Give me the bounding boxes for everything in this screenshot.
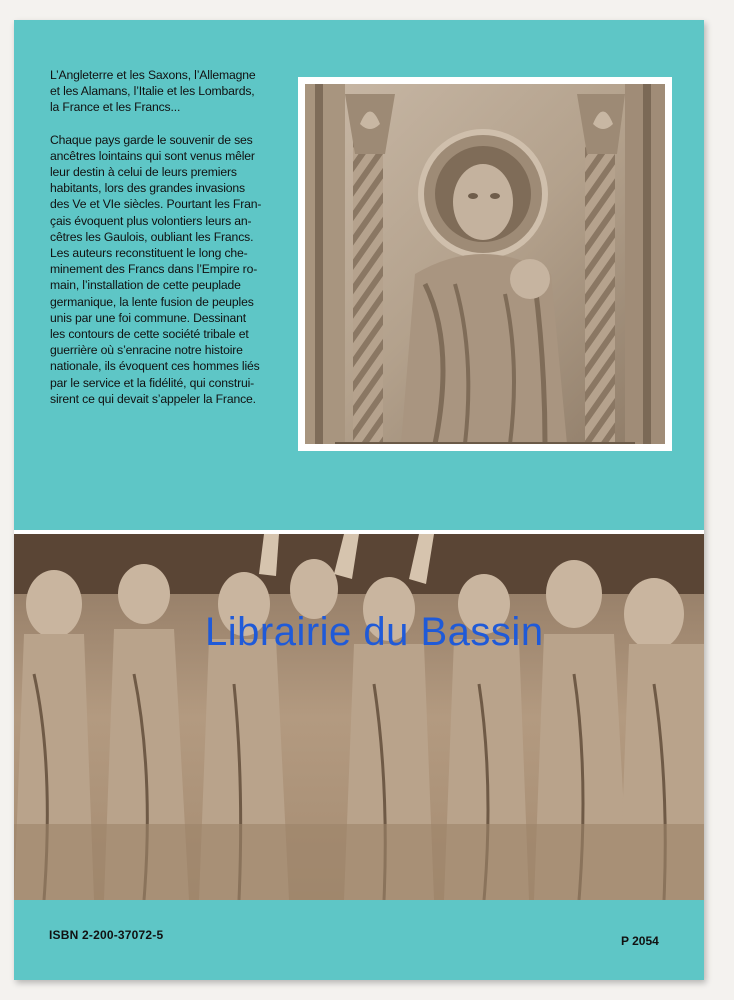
stone-carving-figure xyxy=(305,84,665,444)
blurb-line: des Ve et VIe siècles. Pourtant les Fran- xyxy=(50,197,262,212)
blurb-line: cêtres les Gaulois, oubliant les Francs. xyxy=(50,229,254,244)
isbn-number: ISBN 2-200-37072-5 xyxy=(49,928,164,942)
blurb-text xyxy=(50,67,292,423)
blurb-line: çais évoquent plus volontiers leurs an- xyxy=(50,213,252,228)
blurb-line: unis par une foi commune. Dessinant xyxy=(50,310,246,325)
relief-photo-saint xyxy=(298,77,672,451)
blurb-line: Chaque pays garde le souvenir de ses xyxy=(50,132,253,147)
price-code: P 2054 xyxy=(621,934,659,948)
blurb-line: germanique, la lente fusion de peuples xyxy=(50,294,254,309)
blurb-line: guerrière où s’enracine notre histoire xyxy=(50,343,243,358)
watermark-text: Librairie du Bassin xyxy=(205,610,544,654)
blurb-line: leur destin à celui de leurs premiers xyxy=(50,165,237,180)
blurb-line: L’Angleterre et les Saxons, l’Allemagne xyxy=(50,68,256,82)
blurb-line: par le service et la fidélité, qui construi- xyxy=(50,375,255,390)
blurb-line: nationale, ils évoquent ces hommes liés xyxy=(50,359,260,374)
relief-photo-crowd xyxy=(14,530,704,904)
blurb-line: les contours de cette société tribale et xyxy=(50,327,249,342)
blurb-line: sirent ce qui devait s’appeler la France. xyxy=(50,391,256,406)
blurb-line: ancêtres lointains qui sont venus mêler xyxy=(50,148,255,163)
blurb-intro xyxy=(50,67,292,116)
blurb-line: et les Alamans, l’Italie et les Lombards, xyxy=(50,84,255,99)
blurb-line: Les auteurs reconstituent le long che- xyxy=(50,246,248,261)
blurb-line: habitants, lors des grandes invasions xyxy=(50,181,245,196)
blurb-body xyxy=(50,132,292,407)
blurb-line: la France et les Francs... xyxy=(50,100,181,115)
blurb-line: main, l’installation de cette peuplade xyxy=(50,278,241,293)
blurb-line: minement des Francs dans l’Empire ro- xyxy=(50,262,258,277)
stone-frieze-crowd xyxy=(14,534,704,900)
